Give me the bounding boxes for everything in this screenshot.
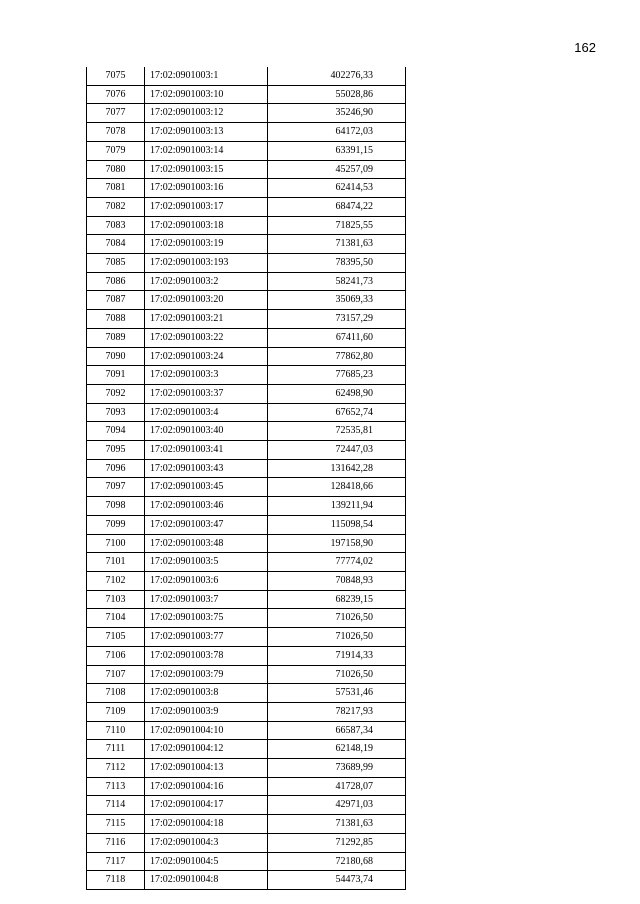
cadastral-value-cell: 68474,22 (268, 197, 406, 216)
table-row (87, 85, 406, 104)
table-row (87, 740, 406, 759)
cadastral-number-cell: 17:02:0901003:1 (145, 67, 268, 85)
cadastral-number-cell: 17:02:0901004:17 (145, 796, 268, 815)
table-row (87, 104, 406, 123)
table-row (87, 310, 406, 329)
cadastral-number-cell: 17:02:0901003:19 (145, 235, 268, 254)
cadastral-number-cell: 17:02:0901003:2 (145, 272, 268, 291)
table-row (87, 628, 406, 647)
table-row (87, 254, 406, 273)
table-row (87, 590, 406, 609)
row-number-cell: 7112 (87, 759, 145, 778)
row-number-cell: 7100 (87, 534, 145, 553)
table-row (87, 197, 406, 216)
cadastral-value-cell: 71292,85 (268, 833, 406, 852)
cadastral-value-cell: 54473,74 (268, 871, 406, 890)
cadastral-value-cell: 63391,15 (268, 141, 406, 160)
cadastral-value-cell: 68239,15 (268, 590, 406, 609)
table-row (87, 160, 406, 179)
row-number-cell: 7099 (87, 515, 145, 534)
cadastral-value-cell: 197158,90 (268, 534, 406, 553)
table-row (87, 534, 406, 553)
table-row (87, 796, 406, 815)
cadastral-number-cell: 17:02:0901003:48 (145, 534, 268, 553)
row-number-cell: 7091 (87, 366, 145, 385)
row-number-cell: 7086 (87, 272, 145, 291)
table-body (87, 67, 406, 889)
cadastral-value-cell: 139211,94 (268, 497, 406, 516)
cadastral-value-cell: 66587,34 (268, 721, 406, 740)
row-number-cell: 7077 (87, 104, 145, 123)
row-number-cell: 7102 (87, 571, 145, 590)
row-number-cell: 7079 (87, 141, 145, 160)
table-row (87, 441, 406, 460)
row-number-cell: 7083 (87, 216, 145, 235)
cadastral-number-cell: 17:02:0901004:5 (145, 852, 268, 871)
row-number-cell: 7118 (87, 871, 145, 890)
row-number-cell: 7096 (87, 459, 145, 478)
cadastral-value-cell: 128418,66 (268, 478, 406, 497)
cadastral-value-cell: 62148,19 (268, 740, 406, 759)
cadastral-value-cell: 67652,74 (268, 403, 406, 422)
cadastral-number-cell: 17:02:0901003:13 (145, 123, 268, 142)
cadastral-value-cell: 77685,23 (268, 366, 406, 385)
cadastral-number-cell: 17:02:0901003:17 (145, 197, 268, 216)
cadastral-number-cell: 17:02:0901003:47 (145, 515, 268, 534)
cadastral-value-cell: 64172,03 (268, 123, 406, 142)
row-number-cell: 7111 (87, 740, 145, 759)
row-number-cell: 7076 (87, 85, 145, 104)
cadastral-number-cell: 17:02:0901003:79 (145, 665, 268, 684)
cadastral-value-cell: 71026,50 (268, 665, 406, 684)
table-row (87, 328, 406, 347)
cadastral-value-cell: 71825,55 (268, 216, 406, 235)
table-row (87, 272, 406, 291)
cadastral-number-cell: 17:02:0901003:3 (145, 366, 268, 385)
table-row (87, 422, 406, 441)
cadastral-value-cell: 71026,50 (268, 609, 406, 628)
cadastral-value-cell: 73157,29 (268, 310, 406, 329)
cadastral-number-cell: 17:02:0901003:78 (145, 646, 268, 665)
cadastral-number-cell: 17:02:0901004:10 (145, 721, 268, 740)
row-number-cell: 7106 (87, 646, 145, 665)
cadastral-value-cell: 115098,54 (268, 515, 406, 534)
cadastral-number-cell: 17:02:0901003:14 (145, 141, 268, 160)
row-number-cell: 7078 (87, 123, 145, 142)
cadastral-number-cell: 17:02:0901004:16 (145, 777, 268, 796)
cadastral-number-cell: 17:02:0901003:45 (145, 478, 268, 497)
row-number-cell: 7085 (87, 254, 145, 273)
cadastral-number-cell: 17:02:0901003:41 (145, 441, 268, 460)
row-number-cell: 7105 (87, 628, 145, 647)
cadastral-number-cell: 17:02:0901003:75 (145, 609, 268, 628)
cadastral-number-cell: 17:02:0901003:24 (145, 347, 268, 366)
cadastral-number-cell: 17:02:0901003:15 (145, 160, 268, 179)
cadastral-number-cell: 17:02:0901003:16 (145, 179, 268, 198)
cadastral-number-cell: 17:02:0901004:12 (145, 740, 268, 759)
table-row (87, 403, 406, 422)
cadastral-value-cell: 73689,99 (268, 759, 406, 778)
cadastral-value-cell: 131642,28 (268, 459, 406, 478)
cadastral-number-cell: 17:02:0901003:22 (145, 328, 268, 347)
cadastral-value-cell: 35246,90 (268, 104, 406, 123)
table-row (87, 609, 406, 628)
table-row (87, 871, 406, 890)
cadastral-number-cell: 17:02:0901004:3 (145, 833, 268, 852)
cadastral-value-cell: 55028,86 (268, 85, 406, 104)
cadastral-value-cell: 402276,33 (268, 67, 406, 85)
table-row (87, 67, 406, 85)
cadastral-value-cell: 71381,63 (268, 235, 406, 254)
cadastral-value-cell: 71026,50 (268, 628, 406, 647)
row-number-cell: 7084 (87, 235, 145, 254)
table-row (87, 833, 406, 852)
cadastral-number-cell: 17:02:0901003:20 (145, 291, 268, 310)
row-number-cell: 7094 (87, 422, 145, 441)
table-row (87, 665, 406, 684)
row-number-cell: 7075 (87, 67, 145, 85)
row-number-cell: 7115 (87, 815, 145, 834)
row-number-cell: 7107 (87, 665, 145, 684)
row-number-cell: 7080 (87, 160, 145, 179)
table-row (87, 459, 406, 478)
row-number-cell: 7098 (87, 497, 145, 516)
table-row (87, 497, 406, 516)
table-row (87, 852, 406, 871)
row-number-cell: 7087 (87, 291, 145, 310)
table-row (87, 684, 406, 703)
row-number-cell: 7101 (87, 553, 145, 572)
row-number-cell: 7081 (87, 179, 145, 198)
cadastral-number-cell: 17:02:0901003:77 (145, 628, 268, 647)
table-row (87, 235, 406, 254)
row-number-cell: 7092 (87, 384, 145, 403)
table-row (87, 291, 406, 310)
cadastral-number-cell: 17:02:0901003:43 (145, 459, 268, 478)
table-row (87, 646, 406, 665)
cadastral-value-cell: 71914,33 (268, 646, 406, 665)
cadastral-value-cell: 77862,80 (268, 347, 406, 366)
page-number: 162 (574, 40, 596, 55)
cadastral-value-cell: 78217,93 (268, 702, 406, 721)
cadastral-number-cell: 17:02:0901003:6 (145, 571, 268, 590)
row-number-cell: 7114 (87, 796, 145, 815)
row-number-cell: 7103 (87, 590, 145, 609)
cadastral-number-cell: 17:02:0901003:7 (145, 590, 268, 609)
cadastral-number-cell: 17:02:0901003:5 (145, 553, 268, 572)
row-number-cell: 7110 (87, 721, 145, 740)
row-number-cell: 7097 (87, 478, 145, 497)
table-row (87, 366, 406, 385)
table-row (87, 721, 406, 740)
cadastral-number-cell: 17:02:0901004:18 (145, 815, 268, 834)
cadastral-number-cell: 17:02:0901003:9 (145, 702, 268, 721)
table-row (87, 123, 406, 142)
cadastral-value-cell: 57531,46 (268, 684, 406, 703)
cadastral-value-cell: 72180,68 (268, 852, 406, 871)
cadastral-number-cell: 17:02:0901004:8 (145, 871, 268, 890)
cadastral-value-cell: 72535,81 (268, 422, 406, 441)
cadastral-value-cell: 35069,33 (268, 291, 406, 310)
cadastral-value-cell: 78395,50 (268, 254, 406, 273)
row-number-cell: 7109 (87, 702, 145, 721)
cadastral-number-cell: 17:02:0901003:12 (145, 104, 268, 123)
cadastral-value-cell: 45257,09 (268, 160, 406, 179)
cadastral-value-table (86, 67, 406, 890)
row-number-cell: 7113 (87, 777, 145, 796)
table-row (87, 777, 406, 796)
row-number-cell: 7093 (87, 403, 145, 422)
cadastral-number-cell: 17:02:0901003:46 (145, 497, 268, 516)
cadastral-number-cell: 17:02:0901004:13 (145, 759, 268, 778)
table-row (87, 384, 406, 403)
row-number-cell: 7116 (87, 833, 145, 852)
table-row (87, 347, 406, 366)
cadastral-value-cell: 58241,73 (268, 272, 406, 291)
row-number-cell: 7117 (87, 852, 145, 871)
cadastral-value-cell: 70848,93 (268, 571, 406, 590)
table-row (87, 815, 406, 834)
cadastral-value-cell: 67411,60 (268, 328, 406, 347)
cadastral-value-cell: 77774,02 (268, 553, 406, 572)
row-number-cell: 7088 (87, 310, 145, 329)
cadastral-number-cell: 17:02:0901003:10 (145, 85, 268, 104)
row-number-cell: 7090 (87, 347, 145, 366)
table-row (87, 141, 406, 160)
cadastral-value-cell: 42971,03 (268, 796, 406, 815)
cadastral-number-cell: 17:02:0901003:37 (145, 384, 268, 403)
cadastral-value-cell: 62498,90 (268, 384, 406, 403)
row-number-cell: 7095 (87, 441, 145, 460)
table-row (87, 702, 406, 721)
table-row (87, 571, 406, 590)
row-number-cell: 7082 (87, 197, 145, 216)
table-row (87, 553, 406, 572)
cadastral-number-cell: 17:02:0901003:193 (145, 254, 268, 273)
cadastral-value-cell: 41728,07 (268, 777, 406, 796)
table-row (87, 478, 406, 497)
table-row (87, 179, 406, 198)
table-row (87, 515, 406, 534)
cadastral-value-cell: 72447,03 (268, 441, 406, 460)
table-row (87, 759, 406, 778)
cadastral-value-cell: 71381,63 (268, 815, 406, 834)
cadastral-number-cell: 17:02:0901003:8 (145, 684, 268, 703)
row-number-cell: 7108 (87, 684, 145, 703)
row-number-cell: 7089 (87, 328, 145, 347)
cadastral-number-cell: 17:02:0901003:21 (145, 310, 268, 329)
cadastral-number-cell: 17:02:0901003:4 (145, 403, 268, 422)
cadastral-value-cell: 62414,53 (268, 179, 406, 198)
cadastral-number-cell: 17:02:0901003:18 (145, 216, 268, 235)
cadastral-number-cell: 17:02:0901003:40 (145, 422, 268, 441)
table-row (87, 216, 406, 235)
row-number-cell: 7104 (87, 609, 145, 628)
